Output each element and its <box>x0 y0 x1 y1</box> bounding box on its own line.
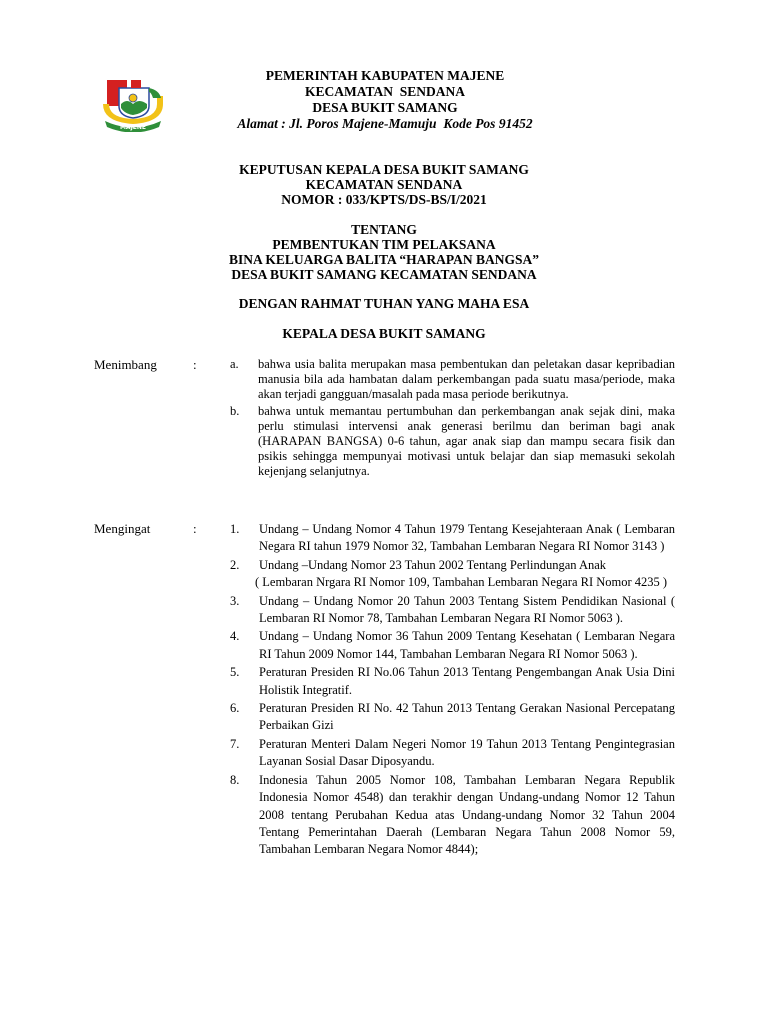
list-item-text: Undang –Undang Nomor 23 Tahun 2002 Tentang Perlindungan Anak <box>259 557 607 572</box>
list-item <box>230 628 675 663</box>
menimbang-colon: : <box>193 357 197 372</box>
list-item-text: Peraturan Presiden RI No. 42 Tahun 2013 Tentang Gerakan Nasional Percepatang Perbaikan Gizi <box>259 701 675 733</box>
letterhead-address: Alamat : Jl. Poros Majene-Mamuju Kode Pos 91452 <box>237 116 533 131</box>
decree-number: NOMOR : 033/KPTS/DS-BS/I/2021 <box>281 192 487 207</box>
letterhead-village: DESA BUKIT SAMANG <box>312 100 458 115</box>
list-marker: 5. <box>230 665 240 680</box>
list-item-continuation: ( Lembaran Nrgara RI Nomor 109, Tambahan Lembaran Negara RI Nomor 4235 ) <box>255 575 668 590</box>
list-item <box>230 593 675 628</box>
list-item <box>230 736 675 771</box>
mengingat-colon: : <box>193 521 197 536</box>
list-marker: 7. <box>230 736 240 751</box>
list-item-text: Undang – Undang Nomor 20 Tahun 2003 Tentang Sistem Pendidikan Nasional ( Lembaran RI Nomor 78, Tambahan Lembaran Negara RI Nomor 5063 ). <box>259 593 675 626</box>
list-item-text: bahwa usia balita merupakan masa pembentukan dan peletakan dasar kepribadian manusia bila ada hambatan dalam perkembangan pada suatu masa/periode, maka akan terjadi gangguan/masalah pada masa periode berikutnya. <box>258 357 675 402</box>
list-marker: 6. <box>230 701 240 716</box>
menimbang-label: Menimbang <box>94 357 157 372</box>
list-marker: b. <box>230 403 240 418</box>
subject-heading: TENTANG <box>351 222 417 237</box>
list-item <box>230 700 675 735</box>
list-item-text: Peraturan Menteri Dalam Negeri Nomor 19 Tahun 2013 Tentang Pengintegrasian Layanan Sosial Dasar Diposyandu. <box>259 736 675 769</box>
list-item <box>230 557 675 592</box>
decree-title <box>0 162 768 207</box>
list-marker: 2. <box>230 557 240 572</box>
menimbang-list <box>230 357 675 481</box>
list-item <box>230 521 675 556</box>
official-title: KEPALA DESA BUKIT SAMANG <box>282 326 486 341</box>
mengingat-list <box>230 521 675 860</box>
list-item <box>230 404 675 480</box>
list-item <box>230 357 675 403</box>
decree-title-line1: KEPUTUSAN KEPALA DESA BUKIT SAMANG <box>239 162 529 177</box>
majene-emblem-icon <box>97 74 169 132</box>
list-marker: 8. <box>230 772 240 787</box>
majene-regency-logo <box>97 74 169 132</box>
list-item-text: Indonesia Tahun 2005 Nomor 108, Tambahan Lembaran Negara Republik Indonesia Nomor 4548) dan terakhir dengan Undang-undang Nomor 12 Tahun 2008 tentang Perubahan Kedua atas Undang-undang Nomor 32 Tahun 2004 Tentang Pemerintahan Daerah (Lembaran Negara Tahun 2008 Nomor 59, Tambahan Lembaran Negara Nomor 4844); <box>259 772 675 857</box>
subject-line3: BINA KELUARGA BALITA “HARAPAN BANGSA” <box>228 252 540 267</box>
subject-line4: DESA BUKIT SAMANG KECAMATAN SENDANA <box>231 267 537 282</box>
decree-subject <box>0 222 768 282</box>
list-item-text: Undang – Undang Nomor 36 Tahun 2009 Tentang Kesehatan ( Lembaran Negara RI Tahun 2009 Nomor 144, Tambahan Lembaran Negara RI Nomor 5063 ). <box>259 629 675 661</box>
subject-line2: PEMBENTUKAN TIM PELAKSANA <box>272 237 496 252</box>
letterhead <box>200 68 570 132</box>
logo-banner-text: MAJENE <box>119 124 147 131</box>
list-item-text: bahwa untuk memantau pertumbuhan dan perkembangan anak sejak dini, maka perlu stimulasi intervensi anak generasi berilmu dan beriman bagi anak (HARAPAN BANGSA) 0-6 tahun, agar anak siap dan mampu secara fisik dan psikis sehingga mempunyai motivasi untuk belajar dan siap memasuki sekolah kejenjang selanjutnya. <box>258 403 675 479</box>
list-marker: 3. <box>230 593 240 608</box>
letterhead-government: PEMERINTAH KABUPATEN MAJENE <box>265 68 505 83</box>
list-item-text: Peraturan Presiden RI No.06 Tahun 2013 Tentang Pengembangan Anak Usia Dini Holistik Integratif. <box>259 665 675 697</box>
list-item <box>230 664 675 699</box>
letterhead-district: KECAMATAN SENDANA <box>304 84 465 99</box>
list-marker: a. <box>230 357 239 371</box>
list-marker: 4. <box>230 629 240 644</box>
list-marker: 1. <box>230 522 240 536</box>
list-item-text: Undang – Undang Nomor 4 Tahun 1979 Tentang Kesejahteraan Anak ( Lembaran Negara RI tahun 1979 Nomor 32, Tambahan Lembaran Negara RI Nomor 3143 ) <box>259 522 675 554</box>
list-item <box>230 772 675 859</box>
mengingat-label: Mengingat <box>94 521 151 536</box>
decree-title-line2: KECAMATAN SENDANA <box>305 177 463 192</box>
blessing-line: DENGAN RAHMAT TUHAN YANG MAHA ESA <box>238 296 530 311</box>
